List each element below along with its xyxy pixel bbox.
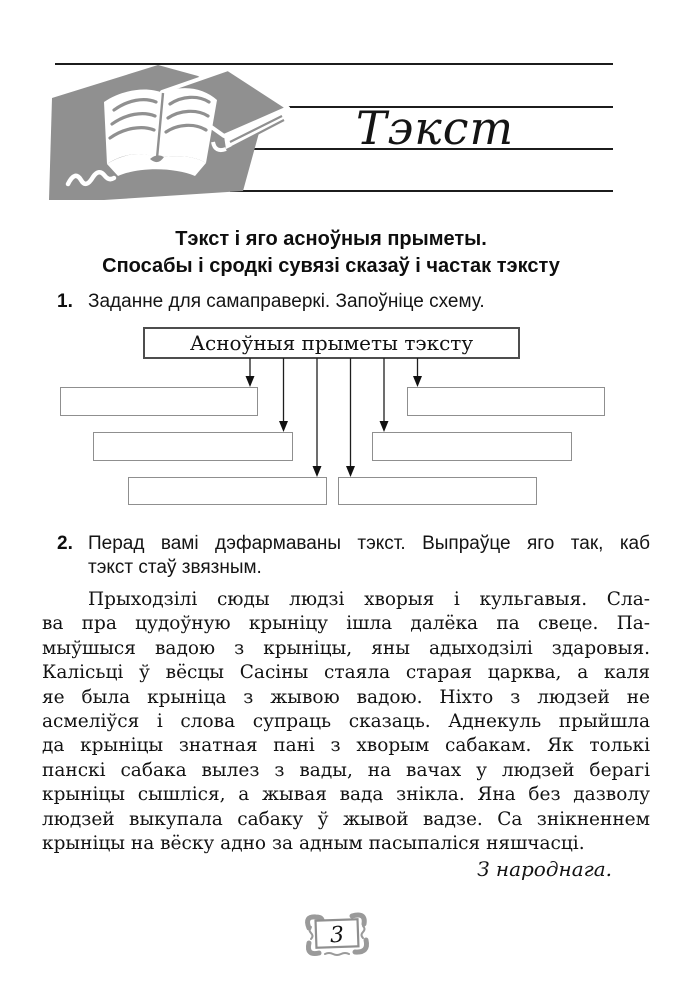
- passage-line: асмеліўся і слова супраць сказаць. Аднекуль прыйшла: [42, 711, 650, 733]
- exercise2-number: 2.: [57, 533, 73, 554]
- section-title-line2: Спосабы і сродкі сувязі сказаў і частак тэксту: [102, 255, 560, 277]
- schema-empty-box-5[interactable]: [128, 477, 327, 505]
- section-title: [36, 226, 626, 280]
- schema-root-label: Асноўныя прыметы тэксту: [189, 331, 474, 355]
- passage-line: людзей выкупала сабаку ў жывой вадзе. Са знікненнем: [42, 808, 650, 830]
- passage-line: яе была крыніца з жывою вадою. Ніхто з людзей не: [42, 686, 650, 708]
- exercise2-instruction-line2: тэкст стаў звязным.: [88, 557, 262, 578]
- passage-text: [42, 588, 650, 856]
- passage-line: Калісьці ў вёсцы Сасіны стаяла старая царква, а каля: [42, 662, 650, 684]
- section-title-line1: Тэкст і яго асноўныя прыметы.: [175, 228, 487, 250]
- schema-empty-box-4[interactable]: [372, 432, 572, 461]
- passage-line: мыўшыся вадою з крыніцы, яны адыходзілі здаровыя.: [42, 637, 650, 659]
- schema-empty-box-1[interactable]: [60, 387, 258, 416]
- exercise2-instruction: [88, 532, 650, 580]
- passage-attribution: З народнага.: [477, 857, 612, 881]
- exercise2-instruction-line1: Перад вамі дэфармаваны тэкст. Выпраўце яго так, каб: [88, 533, 650, 554]
- passage-line: панскі сабака вылез з вады, на вачах у людзей берагі: [42, 759, 650, 781]
- chapter-heading-script: Тэкст: [355, 101, 515, 155]
- passage-line: крыніцы сышліся, а жывая вада знікла. Яна без дазволу: [42, 784, 650, 806]
- passage-line: крыніцы на вёску адно за адным пасыпаліся няшчасці.: [42, 833, 585, 855]
- books-illustration-icon: [46, 62, 294, 206]
- passage-line: Прыходзілі сюды людзі хворыя і кульгавыя. Сла-: [88, 589, 650, 610]
- schema-empty-box-2[interactable]: [407, 387, 605, 416]
- schema-empty-box-3[interactable]: [93, 432, 293, 461]
- page-number-frame: [301, 909, 373, 959]
- page-number: 3: [329, 922, 345, 949]
- passage-line: да крыніцы знатная пані з хворым сабакам. Як толькі: [42, 735, 650, 757]
- schema-empty-box-6[interactable]: [338, 477, 537, 505]
- exercise1-instruction: Заданне для самаправеркі. Запоўніце схему.: [88, 291, 485, 312]
- passage-line: ва пра цудоўную крыніцу ішла далёка па свеце. Па-: [42, 613, 650, 635]
- schema-root-box: [143, 327, 520, 359]
- exercise1-number: 1.: [57, 291, 73, 312]
